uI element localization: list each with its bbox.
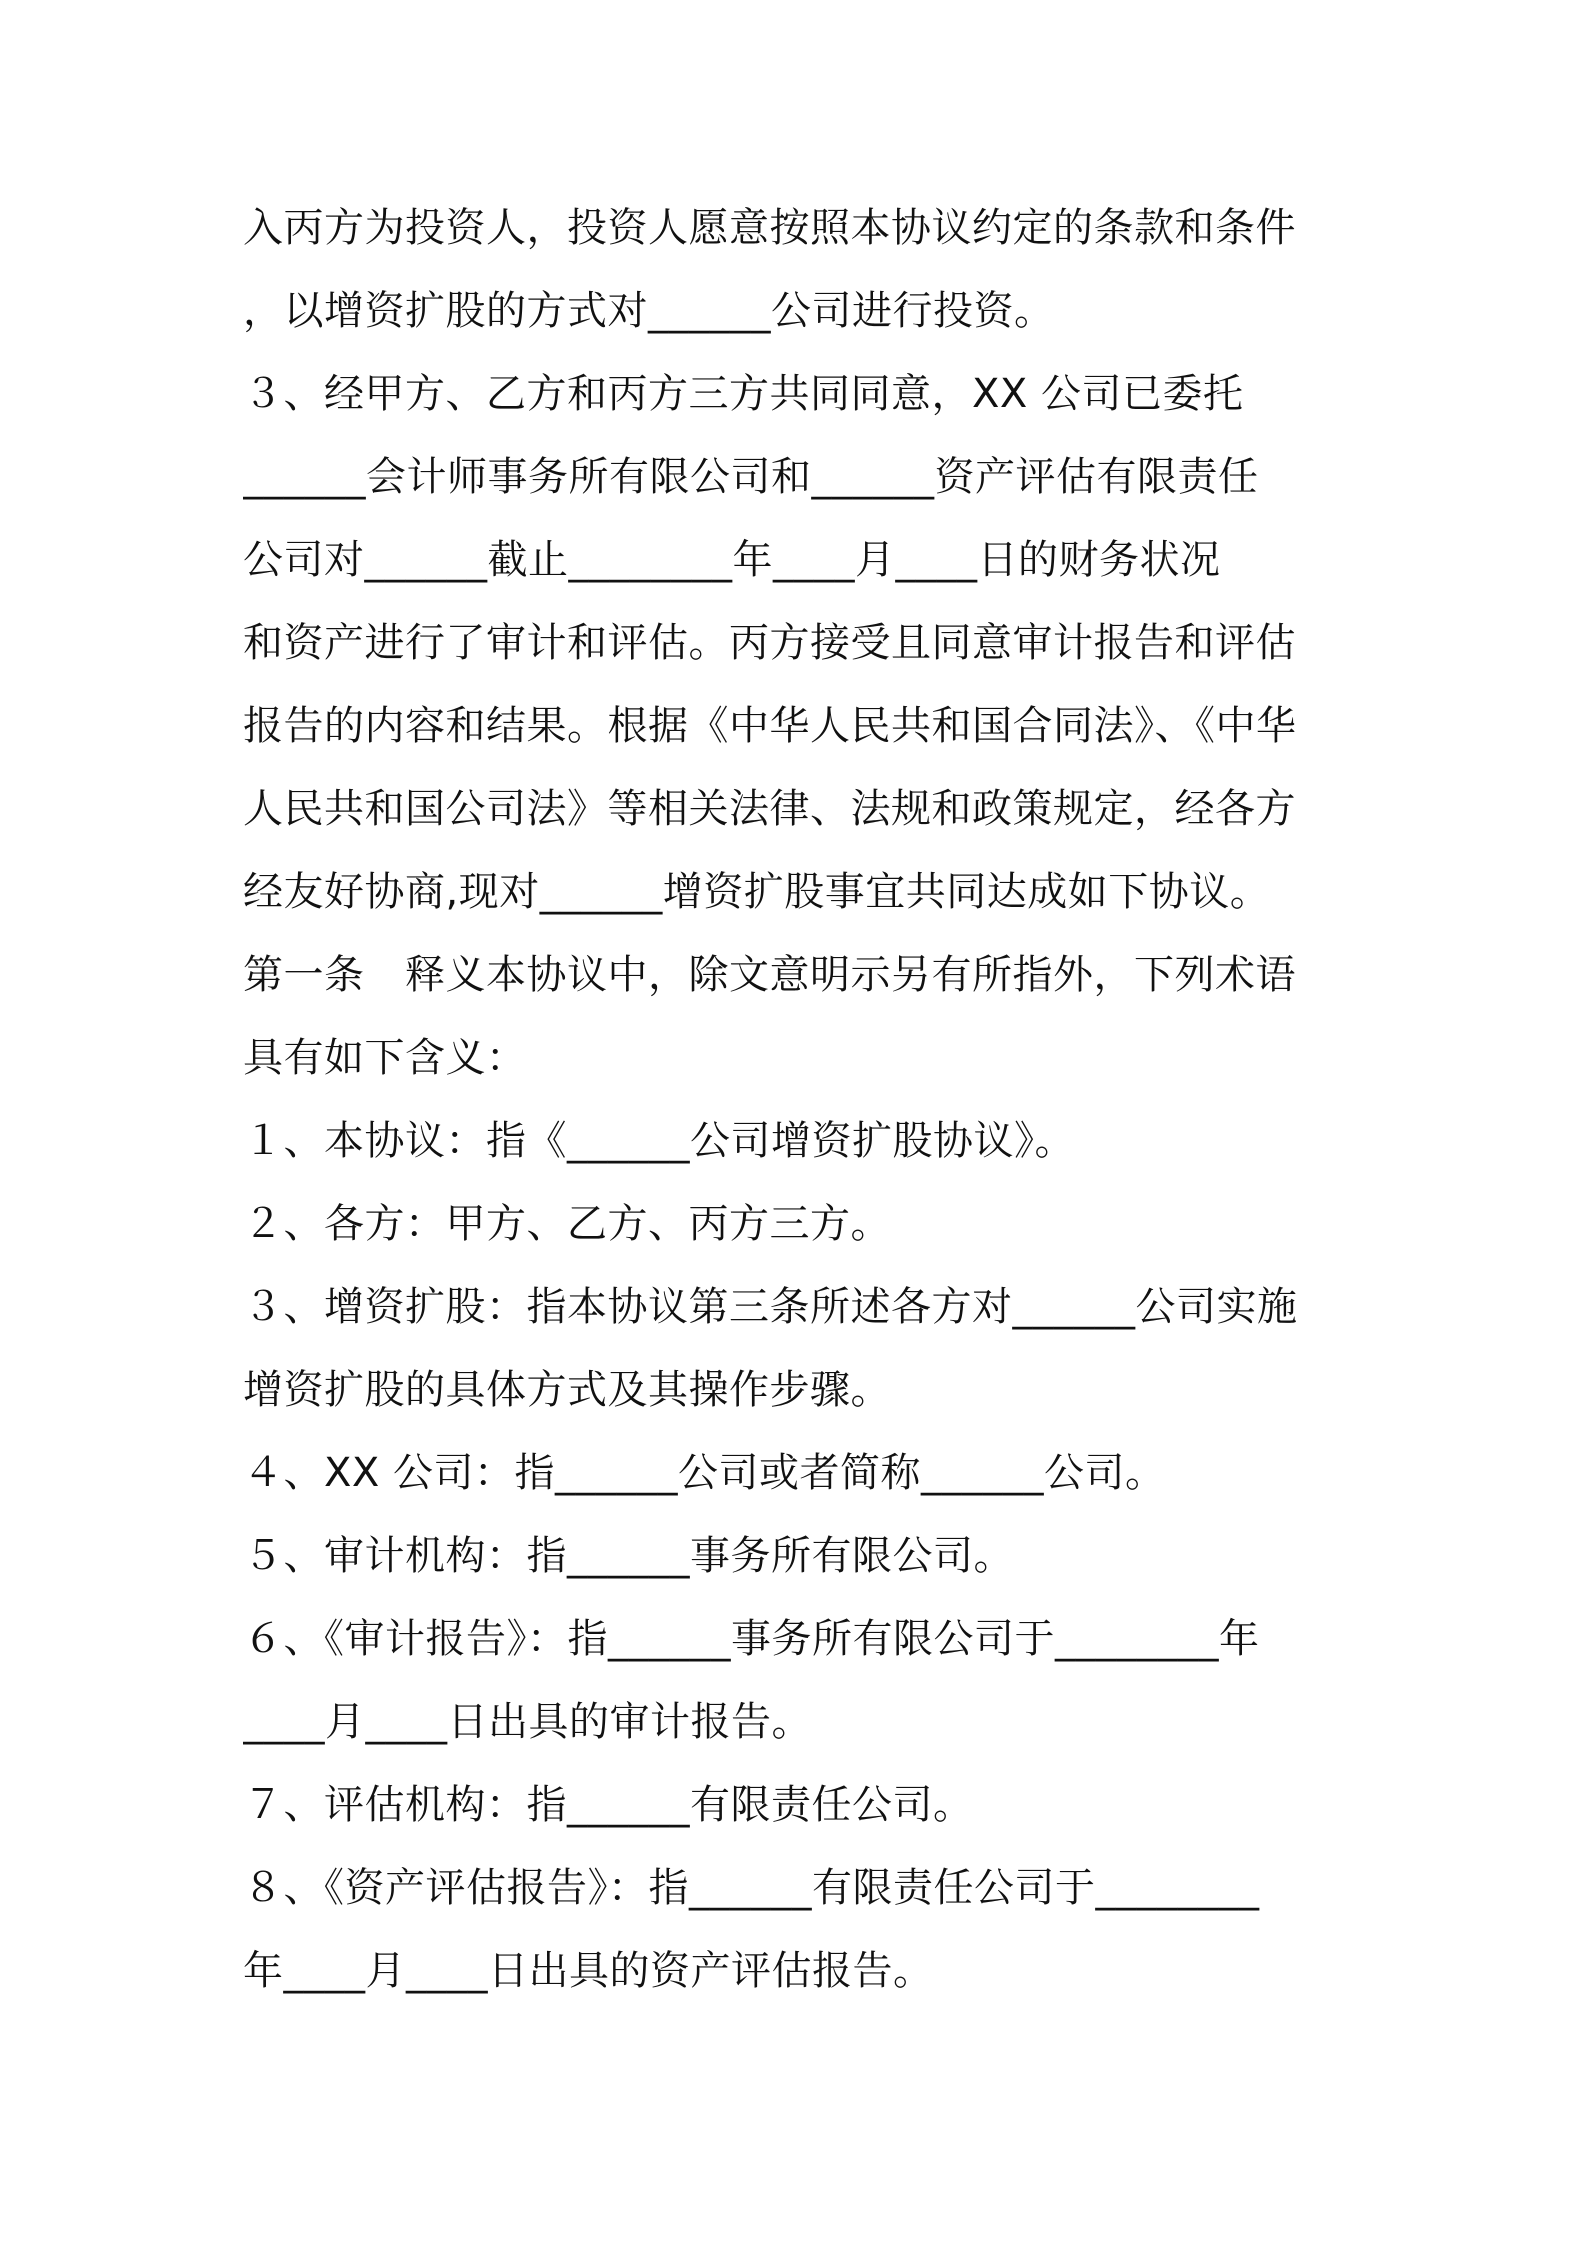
text-line: 人民共和国公司法》等相关法律、法规和政策规定，经各方 [243,786,1296,832]
definition-item-continued: ____月____日出具的审计报告。 [243,1699,812,1745]
text-line: 经友好协商,现对______增资扩股事宜共同达成如下协议。 [243,869,1271,915]
text-line: 入丙方为投资人，投资人愿意按照本协议约定的条款和条件 [243,205,1296,251]
definition-item-continued: 增资扩股的具体方式及其操作步骤。 [243,1367,891,1413]
definition-item: ４、XX 公司：指______公司或者简称______公司。 [243,1450,1166,1496]
text-line: 公司对______截止________年____月____日的财务状况 [243,537,1221,583]
text-line: 报告的内容和结果。根据《中华人民共和国合同法》、《中华 [243,703,1297,749]
definition-item-continued: 年____月____日出具的资产评估报告。 [243,1948,934,1994]
text-line: ，以增资扩股的方式对______公司进行投资。 [243,288,1055,334]
definition-item: ８、《资产评估报告》：指______有限责任公司于________ [243,1865,1260,1911]
definition-item: ２、各方：甲方、乙方、丙方三方。 [243,1201,891,1247]
article-heading-line: 第一条 释义本协议中，除文意明示另有所指外，下列术语 [243,952,1296,998]
definition-item: ３、增资扩股：指本协议第三条所述各方对______公司实施 [243,1284,1298,1330]
document-body [243,187,1353,2013]
definition-item: ７、评估机构：指______有限责任公司。 [243,1782,974,1828]
definition-item: ６、《审计报告》：指______事务所有限公司于________年 [243,1616,1260,1662]
text-line: 具有如下含义： [243,1035,527,1081]
definition-item: １、本协议：指《______公司增资扩股协议》。 [243,1118,1075,1164]
definition-item: ５、审计机构：指______事务所有限公司。 [243,1533,1014,1579]
text-line: ３、经甲方、乙方和丙方三方共同同意，XX 公司已委托 [243,371,1244,417]
text-line: 和资产进行了审计和评估。丙方接受且同意审计报告和评估 [243,620,1296,666]
text-line: ______会计师事务所有限公司和______资产评估有限责任 [243,454,1259,500]
